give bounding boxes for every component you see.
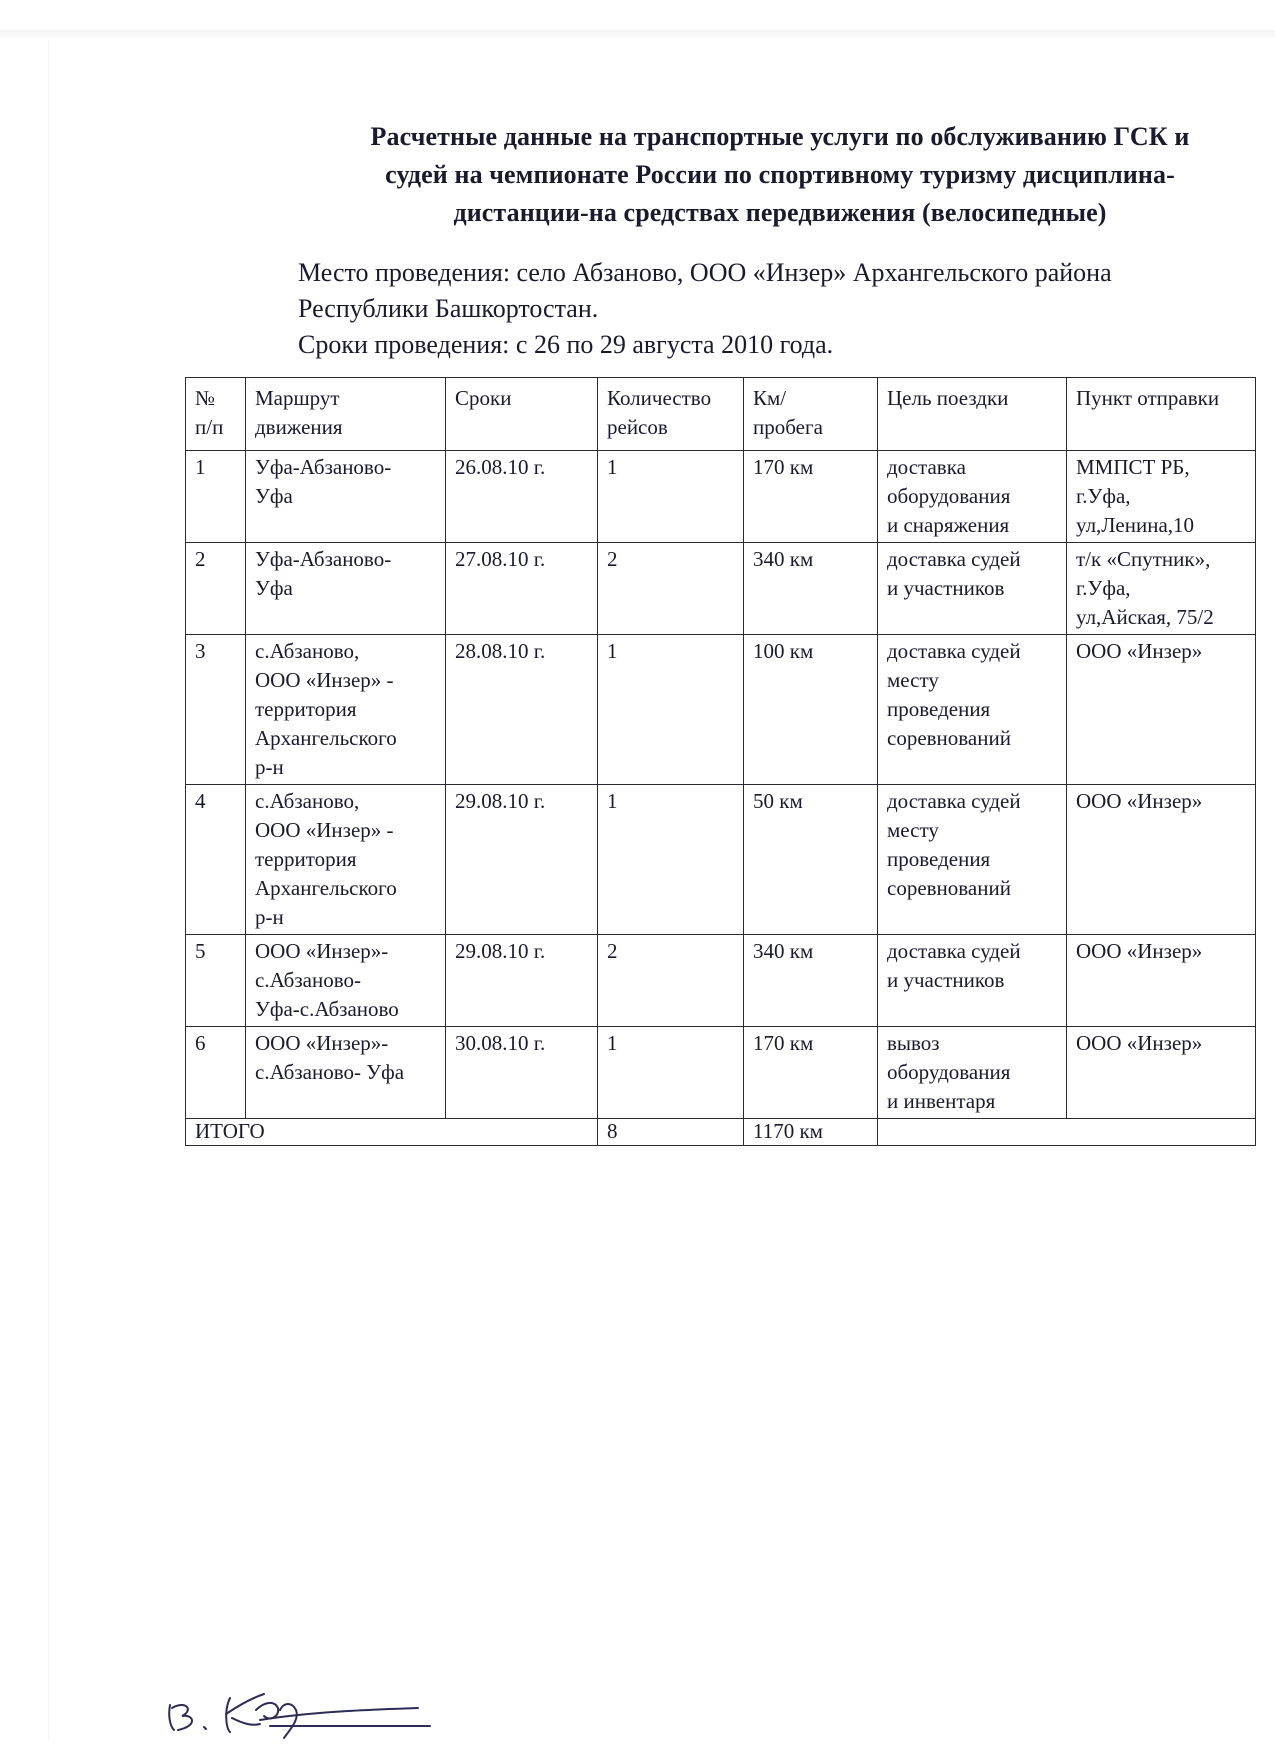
total-label: ИТОГО [186, 1119, 598, 1146]
table-row [186, 543, 1256, 635]
table-row [186, 1027, 1256, 1119]
header-date: Сроки [446, 378, 598, 451]
total-empty [878, 1119, 1256, 1146]
cell-km: 50 км [744, 785, 878, 935]
header-route: Маршрут движения [246, 378, 446, 451]
cell-departure: ММПСТ РБ, г.Уфа, ул,Ленина,10 [1067, 451, 1256, 543]
table-total-row [186, 1119, 1256, 1146]
cell-num: 4 [186, 785, 246, 935]
cell-km: 170 км [744, 451, 878, 543]
transport-table [185, 377, 1256, 1146]
title-line-3: дистанции-на средствах передвижения (велосипедные) [453, 198, 1107, 227]
cell-date: 30.08.10 г. [446, 1027, 598, 1119]
header-departure: Пункт отправки [1067, 378, 1256, 451]
header-trips: Количество рейсов [598, 378, 744, 451]
cell-km: 340 км [744, 935, 878, 1027]
cell-route: Уфа-Абзаново- Уфа [246, 451, 446, 543]
cell-route: ООО «Инзер»- с.Абзаново- Уфа-с.Абзаново [246, 935, 446, 1027]
cell-num: 5 [186, 935, 246, 1027]
cell-num: 6 [186, 1027, 246, 1119]
scan-edge-left [48, 40, 49, 1740]
venue-line-1: Место проведения: село Абзаново, ООО «Инзер» Архангельского района [298, 258, 1112, 287]
cell-date: 29.08.10 г. [446, 935, 598, 1027]
cell-date: 27.08.10 г. [446, 543, 598, 635]
handwritten-signature [160, 1680, 440, 1740]
cell-date: 28.08.10 г. [446, 635, 598, 785]
cell-departure: ООО «Инзер» [1067, 635, 1256, 785]
document-title [300, 118, 1260, 232]
cell-purpose: доставка судей и участников [878, 935, 1067, 1027]
dates-line: Сроки проведения: с 26 по 29 августа 2010 года. [298, 330, 834, 359]
cell-purpose: доставка оборудования и снаряжения [878, 451, 1067, 543]
cell-trips: 1 [598, 785, 744, 935]
event-info [298, 255, 1258, 363]
cell-trips: 2 [598, 935, 744, 1027]
title-line-2: судей на чемпионате России по спортивному туризму дисциплина- [385, 160, 1175, 189]
cell-purpose: доставка судей месту проведения соревнований [878, 785, 1067, 935]
title-line-1: Расчетные данные на транспортные услуги по обслуживанию ГСК и [370, 122, 1190, 151]
header-num: № п/п [186, 378, 246, 451]
cell-departure: ООО «Инзер» [1067, 935, 1256, 1027]
table-header-row [186, 378, 1256, 451]
cell-purpose: вывоз оборудования и инвентаря [878, 1027, 1067, 1119]
table-row [186, 935, 1256, 1027]
table-row [186, 785, 1256, 935]
cell-num: 1 [186, 451, 246, 543]
cell-date: 26.08.10 г. [446, 451, 598, 543]
cell-route: с.Абзаново, ООО «Инзер» - территория Архангельского р-н [246, 785, 446, 935]
table-row [186, 635, 1256, 785]
cell-date: 29.08.10 г. [446, 785, 598, 935]
cell-km: 170 км [744, 1027, 878, 1119]
cell-route: с.Абзаново, ООО «Инзер» - территория Архангельского р-н [246, 635, 446, 785]
cell-departure: ООО «Инзер» [1067, 785, 1256, 935]
cell-purpose: доставка судей и участников [878, 543, 1067, 635]
header-km: Км/ пробега [744, 378, 878, 451]
cell-num: 2 [186, 543, 246, 635]
cell-trips: 1 [598, 1027, 744, 1119]
header-purpose: Цель поездки [878, 378, 1067, 451]
cell-route: ООО «Инзер»- с.Абзаново- Уфа [246, 1027, 446, 1119]
cell-km: 340 км [744, 543, 878, 635]
cell-trips: 1 [598, 451, 744, 543]
venue-line-2: Республики Башкортостан. [298, 294, 599, 323]
cell-departure: ООО «Инзер» [1067, 1027, 1256, 1119]
cell-route: Уфа-Абзаново- Уфа [246, 543, 446, 635]
cell-km: 100 км [744, 635, 878, 785]
total-trips: 8 [598, 1119, 744, 1146]
cell-trips: 2 [598, 543, 744, 635]
cell-trips: 1 [598, 635, 744, 785]
cell-purpose: доставка судей месту проведения соревнований [878, 635, 1067, 785]
cell-num: 3 [186, 635, 246, 785]
cell-departure: т/к «Спутник», г.Уфа, ул,Айская, 75/2 [1067, 543, 1256, 635]
scan-edge-top [0, 30, 1275, 38]
total-km: 1170 км [744, 1119, 878, 1146]
table-row [186, 451, 1256, 543]
